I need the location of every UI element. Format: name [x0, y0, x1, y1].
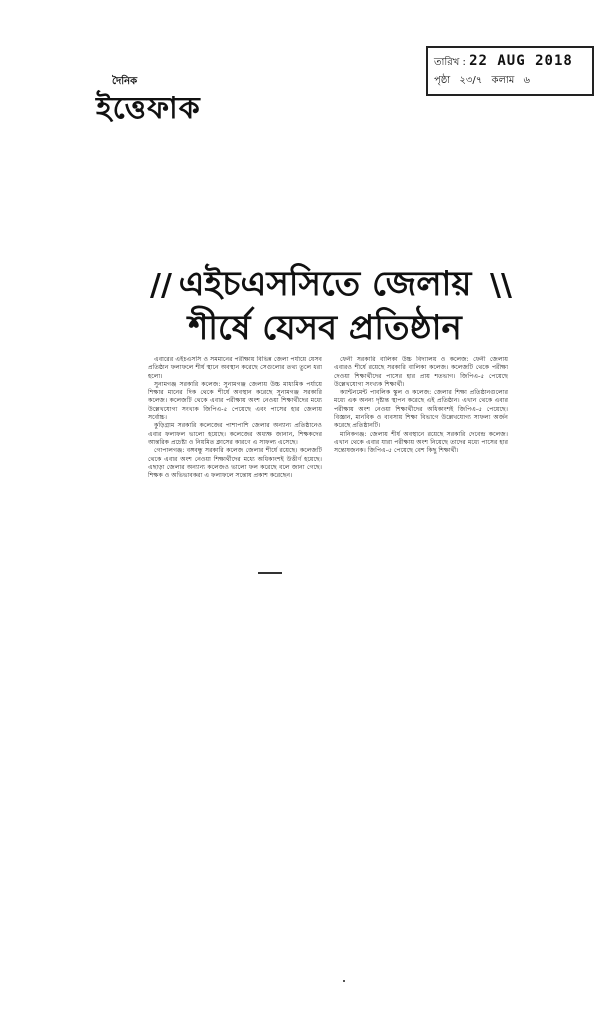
article-body — [148, 356, 508, 566]
stamp-column-value: ৬ — [523, 75, 531, 86]
archive-stamp — [426, 46, 594, 96]
article-column-left — [148, 356, 322, 566]
article-paragraph: ক্যান্টনমেন্ট পাবলিক স্কুল ও কলেজ: জেলার শিক্ষা প্রতিষ্ঠানগুলোর মধ্যে এক অনন্য দৃষ্টান্ত স্থাপন করেছে এই প্রতিষ্ঠান। এখান থেকে এবার পরীক্ষায় অংশ নেওয়া শিক্ষার্থীদের অধিকাংশই জিপিএ-৫ পেয়েছে। বিজ্ঞান, মানবিক ও ব্যবসায় শিক্ষা বিভাগে উল্লেখযোগ্য সাফল্য অর্জন করেছে প্রতিষ্ঠানটি। — [334, 389, 508, 430]
stamp-page-value: ২৩/৭ — [459, 75, 483, 86]
article-paragraph: কুড়িগ্রাম সরকারি কলেজের পাশাপাশি জেলার অন্যান্য প্রতিষ্ঠানেও এবার ফলাফল ভালো হয়েছে। কলেজের অধ্যক্ষ জানান, শিক্ষকদের আন্তরিক প্রচেষ্টা ও নিয়মিত ক্লাসের কারণে এ সাফল্য এসেছে। — [148, 422, 322, 446]
stamp-date-row: তারিখ : 22 AUG 2018 — [434, 53, 573, 69]
article-paragraph: সুনামগঞ্জ সরকারি কলেজ: সুনামগঞ্জ জেলায় উচ্চ মাধ্যমিক পর্যায়ে শিক্ষার মানের দিক থেকে শীর্ষে অবস্থান করেছে সুনামগঞ্জ সরকারি কলেজ। কলেজটি থেকে এবার পরীক্ষায় অংশ নেওয়া শিক্ষার্থীদের মধ্যে উল্লেখযোগ্য সংখ্যক জিপিএ-৫ পেয়েছে এবং পাসের হার জেলায় সর্বোচ্চ। — [148, 380, 322, 422]
headline-close-quote: \\ — [490, 268, 512, 303]
stamp-date-label: তারিখ — [434, 57, 460, 68]
stamp-page-label: পৃষ্ঠা — [434, 75, 451, 86]
article-paragraph: গোপালগঞ্জ: বঙ্গবন্ধু সরকারি কলেজ জেলার শীর্ষে রয়েছে। কলেজটি থেকে এবার অংশ নেওয়া শিক্ষার্থীদের মধ্যে অধিকাংশই উত্তীর্ণ হয়েছে। এছাড়া জেলার অন্যান্য কলেজও ভালো ফল করেছে বলে জানা গেছে। শিক্ষক ও অভিভাবকরা এ ফলাফলে সন্তোষ প্রকাশ করেছেন। — [148, 447, 322, 480]
headline-open-quote: // — [150, 268, 172, 303]
article-column-right — [334, 356, 508, 566]
scan-speck — [343, 980, 345, 982]
newspaper-prefix: দৈনিক — [112, 76, 138, 87]
article-paragraph: এবারের এইচএসসি ও সমমানের পরীক্ষায় বিভিন্ন জেলা পর্যায়ে যেসব প্রতিষ্ঠান ফলাফলে শীর্ষ স্থানে অবস্থান করেছে সেগুলোর তথ্য তুলে ধরা হলো। — [148, 356, 322, 380]
article-headline — [140, 262, 510, 350]
stamp-date-value: 22 AUG 2018 — [469, 53, 573, 69]
stamp-column-label: কলাম — [491, 75, 515, 86]
headline-line-1: এইচএসসিতে জেলায় — [178, 264, 472, 304]
headline-line-2: শীর্ষে যেসব প্রতিষ্ঠান — [188, 308, 462, 348]
article-paragraph: ফেনী সরকারি বালিকা উচ্চ বিদ্যালয় ও কলেজ: ফেনী জেলায় এবারও শীর্ষে রয়েছে সরকারি বালিকা কলেজ। কলেজটি থেকে পরীক্ষা দেওয়া শিক্ষার্থীদের পাসের হার প্রায় শতভাগ। জিপিএ-৫ পেয়েছে উল্লেখযোগ্য সংখ্যক শিক্ষার্থী। — [334, 356, 508, 388]
article-end-rule — [258, 572, 282, 574]
newspaper-name: ইত্তেফাক — [96, 91, 201, 126]
stamp-page-row — [434, 72, 586, 90]
article-paragraph: মানিকগঞ্জ: জেলায় শীর্ষ অবস্থানে রয়েছে সরকারি দেবেন্দ্র কলেজ। এখান থেকে এবার যারা পরীক্ষায় অংশ নিয়েছে তাদের মধ্যে পাসের হার সন্তোষজনক। জিপিএ-৫ পেয়েছে বেশ কিছু শিক্ষার্থী। — [334, 430, 508, 455]
